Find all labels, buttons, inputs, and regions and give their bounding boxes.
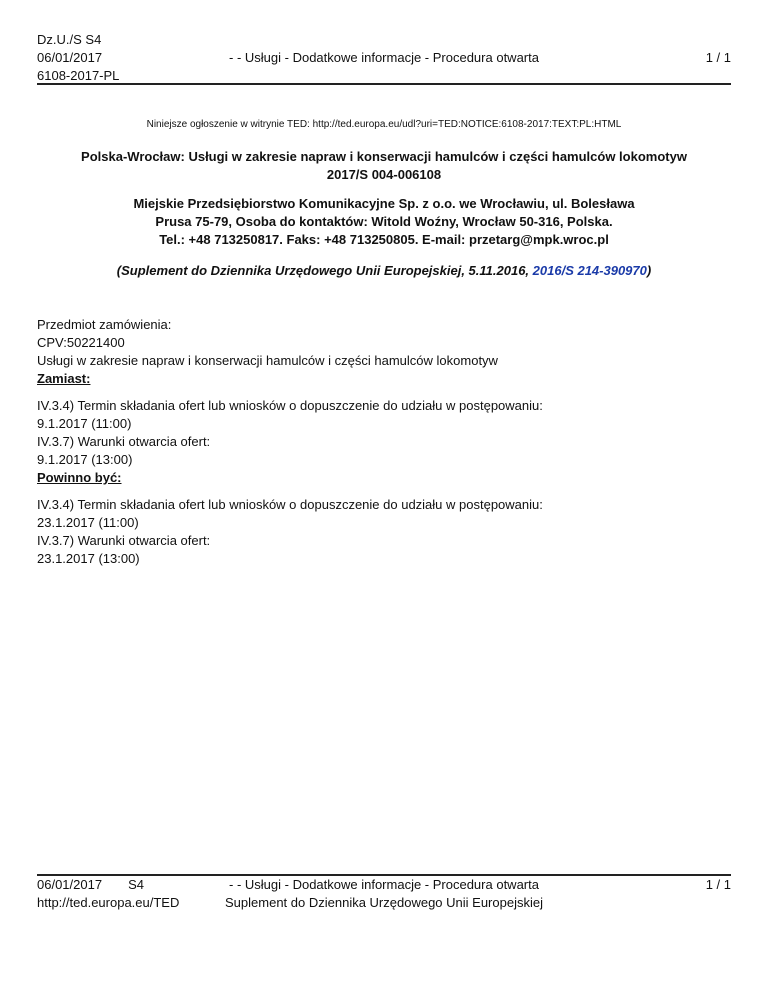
footer-url[interactable]: http://ted.europa.eu/TED	[37, 895, 180, 910]
authority-line: Prusa 75-79, Osoba do kontaktów: Witold Woźny, Wrocław 50-316, Polska.	[155, 214, 613, 229]
supplement-ref-link[interactable]: 2016/S 214-390970	[532, 263, 647, 278]
notice-title	[37, 148, 731, 184]
should-be-heading: Powinno być:	[37, 470, 122, 485]
notice-number: 2017/S 004-006108	[326, 167, 442, 182]
footer-date: 06/01/2017	[37, 877, 103, 892]
instead-item: IV.3.7) Warunki otwarcia ofert:	[37, 434, 211, 449]
header-journal: Dz.U./S S4	[37, 32, 102, 47]
cpv-code: CPV:50221400	[37, 335, 125, 350]
supplement-suffix: )	[646, 263, 652, 278]
contracting-authority	[37, 195, 731, 249]
header-page-number: 1 / 1	[705, 50, 731, 65]
supplement-prefix: (Suplement do Dziennika Urzędowego Unii Europejskiej, 5.11.2016,	[116, 263, 533, 278]
notice-title-line: Polska-Wrocław: Usługi w zakresie napraw i konserwacji hamulców i części hamulców lokomotyw	[81, 149, 687, 164]
subject-description: Usługi w zakresie napraw i konserwacji hamulców i części hamulców lokomotyw	[37, 353, 498, 368]
header-date: 06/01/2017	[37, 50, 103, 65]
instead-heading: Zamiast:	[37, 371, 91, 386]
ted-notice-link[interactable]: Niniejsze ogłoszenie w witrynie TED: http://ted.europa.eu/udl?uri=TED:NOTICE:6108-2017:TEXT:PL:HTML	[146, 119, 622, 130]
footer-title	[37, 876, 731, 912]
header-title: - - Usługi - Dodatkowe informacje - Procedura otwarta	[229, 50, 539, 65]
authority-line: Miejskie Przedsiębiorstwo Komunikacyjne Sp. z o.o. we Wrocławiu, ul. Bolesława	[133, 196, 635, 211]
notice-body	[37, 316, 731, 568]
subject-label: Przedmiot zamówienia:	[37, 317, 172, 332]
should-be-item: IV.3.7) Warunki otwarcia ofert:	[37, 533, 211, 548]
header-divider	[37, 83, 731, 85]
footer-series: S4	[128, 877, 144, 892]
should-be-item: 23.1.2017 (11:00)	[37, 515, 139, 530]
supplement-reference	[37, 262, 731, 280]
instead-item: 9.1.2017 (13:00)	[37, 452, 133, 467]
instead-item: 9.1.2017 (11:00)	[37, 416, 132, 431]
page-header	[37, 31, 731, 85]
footer-title-line: - - Usługi - Dodatkowe informacje - Procedura otwarta	[229, 877, 539, 892]
authority-contact-line: Tel.: +48 713250817. Faks: +48 713250805. E-mail: przetarg@mpk.wroc.pl	[159, 232, 609, 247]
should-be-item: IV.3.4) Termin składania ofert lub wniosków o dopuszczenie do udziału w postępowaniu:	[37, 497, 543, 512]
footer-page-number: 1 / 1	[705, 877, 731, 892]
footer-journal-line: Suplement do Dziennika Urzędowego Unii Europejskiej	[225, 895, 543, 910]
should-be-item: 23.1.2017 (13:00)	[37, 551, 140, 566]
instead-item: IV.3.4) Termin składania ofert lub wniosków o dopuszczenie do udziału w postępowaniu:	[37, 398, 543, 413]
header-notice-id: 6108-2017-PL	[37, 68, 120, 83]
page-footer	[37, 876, 731, 916]
